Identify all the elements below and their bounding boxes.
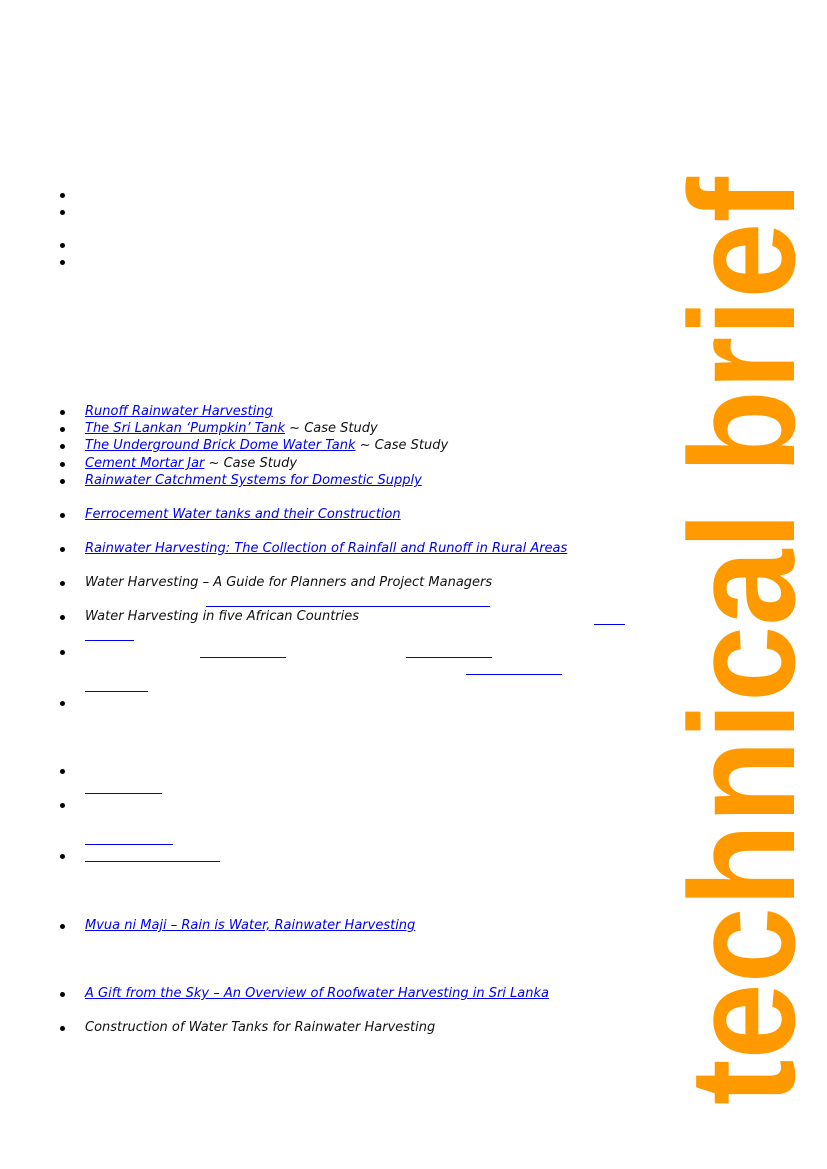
link-underline[interactable] xyxy=(594,624,625,625)
bullet xyxy=(60,444,65,449)
list-item xyxy=(85,918,415,934)
link-underline[interactable] xyxy=(85,640,134,641)
cement-mortar-jar-link[interactable]: Cement Mortar Jar xyxy=(85,456,205,471)
bullet xyxy=(60,992,65,997)
gift-from-the-sky-link[interactable]: A Gift from the Sky – An Overview of Roofwater Harvesting in Sri Lanka xyxy=(85,986,549,1001)
link-underline[interactable] xyxy=(85,844,173,845)
list-item xyxy=(85,456,297,472)
link-underline[interactable] xyxy=(406,657,492,658)
construction-title: Construction of Water Tanks for Rainwater Harvesting xyxy=(85,1020,436,1035)
bullet xyxy=(60,547,65,552)
case-study-label: ~ Case Study xyxy=(355,438,449,453)
bullet xyxy=(60,854,65,859)
bullet xyxy=(60,210,65,215)
bullet xyxy=(60,462,65,467)
link-underline[interactable] xyxy=(466,674,562,675)
link-underline[interactable] xyxy=(206,606,490,607)
list-item xyxy=(85,421,378,437)
bullet xyxy=(60,193,65,198)
pumpkin-tank-link[interactable]: The Sri Lankan ‘Pumpkin’ Tank xyxy=(85,421,286,436)
bullet xyxy=(60,803,65,808)
bullet xyxy=(60,650,65,655)
collection-of-rainfall-link[interactable]: Rainwater Harvesting: The Collection of Rainfall and Runoff in Rural Areas xyxy=(85,541,568,556)
list-item xyxy=(85,404,273,420)
link-underline[interactable] xyxy=(200,657,286,658)
list-item xyxy=(85,507,401,523)
list-item xyxy=(85,541,567,557)
technical-brief-logo-svg xyxy=(658,88,826,1105)
case-study-label: ~ Case Study xyxy=(204,456,298,471)
list-item xyxy=(85,438,448,454)
link-underline[interactable] xyxy=(85,793,162,794)
bullet xyxy=(60,769,65,774)
link-underline[interactable] xyxy=(85,861,220,862)
catchment-systems-link[interactable]: Rainwater Catchment Systems for Domestic Supply xyxy=(85,473,422,488)
bullet xyxy=(60,1026,65,1031)
bullet xyxy=(60,410,65,415)
brick-dome-tank-link[interactable]: The Underground Brick Dome Water Tank xyxy=(85,438,356,453)
mvua-ni-maji-link[interactable]: Mvua ni Maji – Rain is Water, Rainwater Harvesting xyxy=(85,918,416,933)
bullet xyxy=(60,260,65,265)
bullet xyxy=(60,701,65,706)
bullet xyxy=(60,427,65,432)
list-item xyxy=(85,986,549,1002)
bullet xyxy=(60,243,65,248)
technical-brief-logo xyxy=(658,88,826,1105)
ferrocement-tanks-link[interactable]: Ferrocement Water tanks and their Construction xyxy=(85,507,401,522)
bullet xyxy=(60,513,65,518)
bullet xyxy=(60,581,65,586)
african-countries-title: Water Harvesting in five African Countries xyxy=(85,609,360,624)
link-underline[interactable] xyxy=(85,691,148,692)
bullet xyxy=(60,479,65,484)
list-item xyxy=(85,473,422,489)
runoff-link[interactable]: Runoff Rainwater Harvesting xyxy=(85,404,273,419)
case-study-label: ~ Case Study xyxy=(285,421,378,436)
bullet xyxy=(60,924,65,929)
guide-title: Water Harvesting – A Guide for Planners and Project Managers xyxy=(85,575,493,590)
technical-brief-text: technical brief xyxy=(658,88,826,1105)
bullet xyxy=(60,615,65,620)
